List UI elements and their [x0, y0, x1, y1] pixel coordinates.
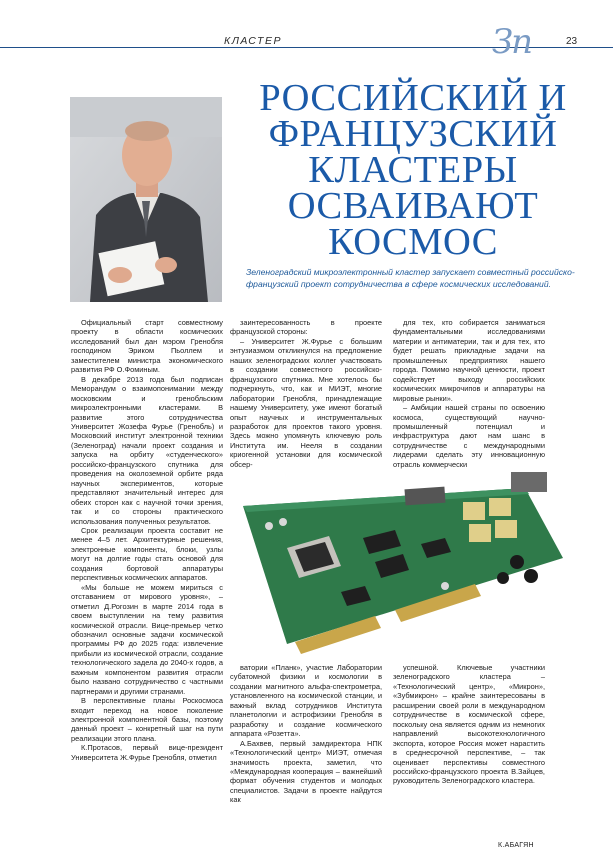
- title-line-5: КОСМОС: [328, 221, 498, 263]
- paragraph: В перспективные планы Роскосмоса входит переход на новое поколение электронной компонентной базы, поэтому данный проект – конкретный шаг на пути реализации этого плана.: [71, 696, 223, 743]
- paragraph: для тех, кто собирается заниматься фундаментальными исследованиями материи и антиматерии, так и для тех, кто будет решать прикладные задачи на промышленных предприятиях нашего города. Помимо научной ценности, проект содействует выходу российских космических микрочипов и аппаратуры на мировые рынки».: [393, 318, 545, 403]
- paragraph: Срок реализации проекта составит не менее 4–5 лет. Архитектурные решения, электронные компоненты, блоки, узлы могут на долгие годы стать основой для создания бортовой аппаратуры перспективных космических аппаратов.: [71, 525, 223, 583]
- paragraph: заинтересованность в проекте французской стороны:: [230, 318, 382, 337]
- text-column-2-continued: [230, 663, 382, 805]
- title-line-1: РОССИЙСКИЙ И: [259, 77, 567, 119]
- text-column-1: [71, 318, 223, 762]
- paragraph: К.Протасов, первый вице-президент Университета Ж.Фурье Гренобля, отметил: [71, 743, 223, 762]
- title-line-3: КЛАСТЕРЫ: [308, 149, 518, 191]
- page-number: 23: [566, 36, 578, 47]
- text-column-3-continued: [393, 663, 545, 786]
- text-column-3: [393, 318, 545, 469]
- title-line-4: ОСВАИВАЮТ: [287, 185, 539, 227]
- paragraph: успешной. Ключевые участники зеленоградского кластера – «Технологический центр», «Микрон», «Зубмикрон» – крайне заинтересованы в расширении своей роли в международном сотрудничестве в космической сфере, поскольку она является одним из немногих направлений высокотехнологичного экспорта, которое Россия может нарастить в среднесрочной перспективе, – так оценивает перспективы совместного российско-французского проекта В.Зайцев, руководитель Зеленоградского кластера.: [393, 663, 545, 786]
- paragraph: В декабре 2013 года был подписан Меморандум о взаимопонимании между московским и гренобльским микроэлектронными кластерами. В развитие этого сотрудничества Университет Жозефа Фурье (Гренобль) и Московский институт электронной техники (Зеленоград) начали проект создания и запуска на орбиту «студенческого» российско-французского спутника для проведения на околоземной орбите ряда научных экспериментов, которые представляют значительный интерес для обеих сторон как с научной точки зрения, так и со стороны практического использования полученных результатов.: [71, 374, 223, 526]
- magazine-logo: Зп: [492, 22, 532, 62]
- portrait-photo: [70, 97, 222, 302]
- section-label: КЛАСТЕР: [224, 35, 282, 47]
- title-line-2: ФРАНЦУЗСКИЙ: [268, 113, 558, 155]
- circuit-board-photo: [225, 466, 571, 656]
- lead-paragraph: Зеленоградский микроэлектронный кластер запускает совместный российско-французский проект сотрудничества в сфере космических исследований.: [246, 267, 575, 290]
- author-signature: К.АБАГЯН: [498, 842, 534, 849]
- paragraph: – Университет Ж.Фурье с большим энтузиазмом откликнулся на предложение наших зеленоградских коллег участвовать в создании совместного российско-французского спутника. Мне хотелось бы подчеркнуть, что, как и МИЭТ, многие лаборатории Гренобля, принадлежащие нашему Университету, уже имеют богатый опыт научных и инструментальных разработок для проектов такого уровня. Здесь можно упомянуть ключевую роль Института им. Нееля в создании криогенной установки для космической обсер-: [230, 336, 382, 469]
- paragraph: «Мы больше не можем мириться с отставанием от мирового уровня», – отметил Д.Рогозин в марте 2014 года в своем выступлении на тему развития космической отрасли. Вице-премьер четко обозначил основные задачи космической программы РФ до 2025 года: извлечение прибыли из космической отрасли, создание технологического задела до 2040-х годов, а важным компонентом развития отрасли было названо сотрудничество с частными партнерами и другими странами.: [71, 582, 223, 696]
- paragraph: ватории «Планк», участие Лаборатории субатомной физики и космологии в создании магнитного альфа-спектрометра, установленного на космической станции, и важный вклад сотрудников Института планетологии и астрофизики Гренобля в разработку и создание космического аппарата «Розетта».: [230, 663, 382, 739]
- article-title: [226, 77, 600, 263]
- paragraph: Официальный старт совместному проекту в области космических исследований был дан мэром Гренобля господином Эриком Пьоллем и заместителем министра экономического развития РФ О.Фоминым.: [71, 318, 223, 375]
- paragraph: А.Бахвев, первый замдиректора НПК «Технологический центр» МИЭТ, отмечая значимость проекта, заметил, что «Международная кооперация – важнейший формат обучения студентов и молодых специалистов. Задачи в проекте найдутся как: [230, 738, 382, 805]
- text-column-2: [230, 318, 382, 469]
- paragraph: – Амбиции нашей страны по освоению космоса, существующий научно-промышленный потенциал и инфраструктура дают нам шанс в сотрудничестве с международными лидерами сделать эту инновационную отрасль коммерчески: [393, 403, 545, 469]
